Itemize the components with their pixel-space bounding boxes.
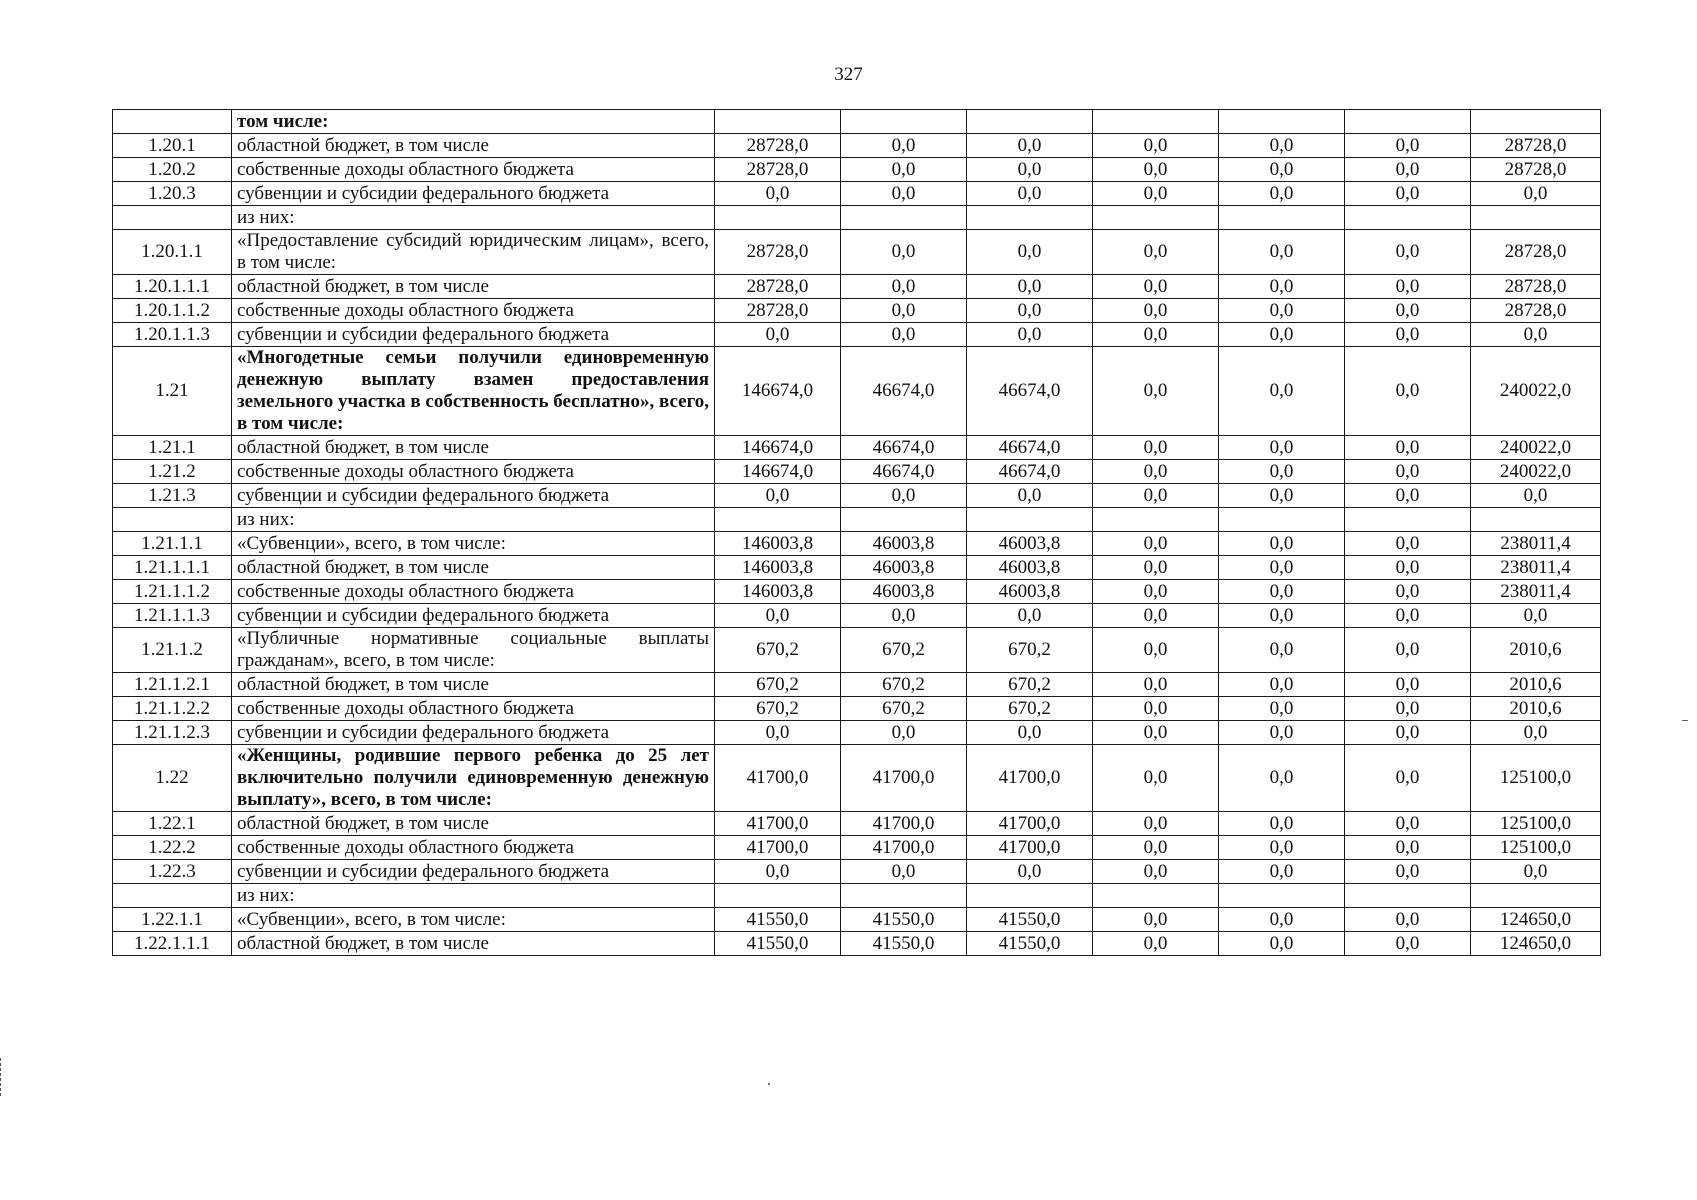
row-year-value: 0,0 [1219, 182, 1345, 206]
row-year-value: 41550,0 [841, 932, 967, 956]
table-row [113, 604, 1601, 628]
row-year-value: 0,0 [1093, 532, 1219, 556]
row-year-value: 670,2 [841, 697, 967, 721]
row-year-value: 0,0 [967, 182, 1093, 206]
row-year-value [1219, 206, 1345, 230]
row-year-value: 0,0 [1219, 556, 1345, 580]
row-year-value: 0,0 [1345, 460, 1471, 484]
row-name: областной бюджет, в том числе [232, 812, 715, 836]
row-code: 1.21.1.1.2 [113, 580, 232, 604]
row-year-value: 46003,8 [841, 556, 967, 580]
row-year-value: 0,0 [1093, 628, 1219, 673]
row-year-value: 0,0 [715, 604, 841, 628]
row-year-value: 0,0 [1345, 158, 1471, 182]
row-code [113, 508, 232, 532]
row-year-value: 0,0 [1093, 580, 1219, 604]
row-year-value: 0,0 [1219, 628, 1345, 673]
table-row [113, 484, 1601, 508]
table-row [113, 347, 1601, 436]
row-year-value: 46674,0 [841, 347, 967, 436]
table-row [113, 860, 1601, 884]
row-total-value: 240022,0 [1471, 460, 1601, 484]
row-code: 1.21 [113, 347, 232, 436]
row-total-value: 238011,4 [1471, 556, 1601, 580]
table-row [113, 745, 1601, 812]
row-year-value: 0,0 [1093, 323, 1219, 347]
row-year-value [715, 110, 841, 134]
table-row [113, 110, 1601, 134]
row-year-value: 0,0 [1093, 134, 1219, 158]
row-year-value: 0,0 [1093, 860, 1219, 884]
row-total-value: 124650,0 [1471, 908, 1601, 932]
row-year-value: 0,0 [715, 323, 841, 347]
row-name: собственные доходы областного бюджета [232, 299, 715, 323]
row-total-value: 125100,0 [1471, 812, 1601, 836]
row-total-value: 0,0 [1471, 323, 1601, 347]
row-year-value: 0,0 [1345, 628, 1471, 673]
row-total-value: 0,0 [1471, 484, 1601, 508]
row-total-value: 28728,0 [1471, 158, 1601, 182]
row-year-value: 0,0 [1093, 230, 1219, 275]
row-year-value: 0,0 [1345, 697, 1471, 721]
row-year-value: 0,0 [967, 299, 1093, 323]
table-row [113, 628, 1601, 673]
row-year-value: 0,0 [1093, 484, 1219, 508]
row-year-value: 0,0 [1345, 580, 1471, 604]
row-year-value [841, 110, 967, 134]
row-year-value: 0,0 [1093, 932, 1219, 956]
row-year-value: 0,0 [1345, 836, 1471, 860]
row-year-value: 0,0 [1345, 673, 1471, 697]
row-year-value: 41550,0 [967, 908, 1093, 932]
row-year-value [841, 508, 967, 532]
row-year-value: 46003,8 [841, 532, 967, 556]
row-year-value: 46674,0 [967, 436, 1093, 460]
row-total-value: 0,0 [1471, 721, 1601, 745]
table-row [113, 323, 1601, 347]
row-name: собственные доходы областного бюджета [232, 580, 715, 604]
scan-artifact [1682, 720, 1688, 721]
row-code: 1.21.1.1.3 [113, 604, 232, 628]
row-name: областной бюджет, в том числе [232, 436, 715, 460]
table-row [113, 836, 1601, 860]
row-year-value: 0,0 [967, 275, 1093, 299]
row-year-value: 0,0 [1345, 908, 1471, 932]
row-code: 1.21.1 [113, 436, 232, 460]
row-year-value [841, 206, 967, 230]
row-year-value: 0,0 [715, 182, 841, 206]
row-year-value: 0,0 [1219, 908, 1345, 932]
table-row [113, 436, 1601, 460]
row-year-value: 46674,0 [967, 347, 1093, 436]
row-year-value [1093, 884, 1219, 908]
row-name: «Многодетные семьи получили единовременную денежную выплату взамен предоставления земельного участка в собственность бесплатно», всего, в том числе: [232, 347, 715, 436]
table-row [113, 275, 1601, 299]
row-year-value [1345, 884, 1471, 908]
row-year-value: 28728,0 [715, 158, 841, 182]
row-code: 1.22 [113, 745, 232, 812]
row-code: 1.20.1 [113, 134, 232, 158]
row-year-value: 0,0 [1345, 275, 1471, 299]
table-row [113, 697, 1601, 721]
row-year-value: 41700,0 [841, 745, 967, 812]
row-code: 1.21.1.2 [113, 628, 232, 673]
row-year-value: 0,0 [1093, 697, 1219, 721]
row-year-value: 0,0 [967, 721, 1093, 745]
row-year-value: 0,0 [1345, 347, 1471, 436]
row-name: субвенции и субсидии федерального бюджета [232, 182, 715, 206]
row-code: 1.22.3 [113, 860, 232, 884]
row-total-value: 2010,6 [1471, 697, 1601, 721]
row-year-value: 28728,0 [715, 275, 841, 299]
row-year-value [1345, 206, 1471, 230]
row-year-value: 0,0 [1093, 745, 1219, 812]
row-year-value: 0,0 [1093, 436, 1219, 460]
table-row [113, 884, 1601, 908]
row-total-value [1471, 508, 1601, 532]
row-year-value: 46674,0 [967, 460, 1093, 484]
row-year-value: 46003,8 [967, 580, 1093, 604]
row-code: 1.20.1.1 [113, 230, 232, 275]
row-year-value: 670,2 [967, 673, 1093, 697]
row-name: из них: [232, 206, 715, 230]
row-year-value [1345, 110, 1471, 134]
row-name: субвенции и субсидии федерального бюджета [232, 721, 715, 745]
row-year-value [967, 206, 1093, 230]
row-year-value: 0,0 [1093, 556, 1219, 580]
row-year-value: 146003,8 [715, 556, 841, 580]
row-year-value: 0,0 [1093, 182, 1219, 206]
row-name: субвенции и субсидии федерального бюджета [232, 484, 715, 508]
row-year-value: 0,0 [841, 158, 967, 182]
row-year-value: 46674,0 [841, 436, 967, 460]
row-year-value: 0,0 [1345, 745, 1471, 812]
row-year-value: 41550,0 [715, 932, 841, 956]
row-year-value: 46674,0 [841, 460, 967, 484]
row-year-value: 0,0 [841, 134, 967, 158]
row-name: субвенции и субсидии федерального бюджета [232, 860, 715, 884]
row-name: областной бюджет, в том числе [232, 673, 715, 697]
row-year-value: 0,0 [1219, 275, 1345, 299]
row-year-value [1345, 508, 1471, 532]
row-total-value: 0,0 [1471, 182, 1601, 206]
row-total-value: 240022,0 [1471, 436, 1601, 460]
row-year-value: 41550,0 [967, 932, 1093, 956]
row-name: субвенции и субсидии федерального бюджета [232, 604, 715, 628]
row-year-value [1219, 110, 1345, 134]
row-year-value: 0,0 [1093, 347, 1219, 436]
row-name: собственные доходы областного бюджета [232, 697, 715, 721]
row-year-value: 0,0 [1093, 299, 1219, 323]
row-year-value: 46003,8 [967, 532, 1093, 556]
table-row [113, 580, 1601, 604]
table-row [113, 460, 1601, 484]
row-year-value: 46003,8 [967, 556, 1093, 580]
row-year-value: 0,0 [1219, 721, 1345, 745]
row-year-value [1093, 206, 1219, 230]
row-year-value: 0,0 [1345, 230, 1471, 275]
row-year-value: 41700,0 [967, 745, 1093, 812]
row-year-value [841, 884, 967, 908]
row-total-value [1471, 110, 1601, 134]
row-year-value: 670,2 [715, 628, 841, 673]
row-total-value: 0,0 [1471, 604, 1601, 628]
row-name: областной бюджет, в том числе [232, 932, 715, 956]
row-year-value: 0,0 [841, 721, 967, 745]
row-total-value: 2010,6 [1471, 628, 1601, 673]
row-name: из них: [232, 884, 715, 908]
row-total-value: 238011,4 [1471, 580, 1601, 604]
row-code: 1.20.2 [113, 158, 232, 182]
table-row [113, 908, 1601, 932]
row-name: «Субвенции», всего, в том числе: [232, 532, 715, 556]
row-year-value: 0,0 [1093, 460, 1219, 484]
row-year-value: 0,0 [967, 323, 1093, 347]
row-name: «Женщины, родившие первого ребенка до 25 лет включительно получили единовременную денежную выплату», всего, в том числе: [232, 745, 715, 812]
row-year-value: 670,2 [715, 673, 841, 697]
row-year-value: 0,0 [1345, 860, 1471, 884]
table-row [113, 134, 1601, 158]
row-year-value: 0,0 [1219, 323, 1345, 347]
row-year-value: 146674,0 [715, 460, 841, 484]
table-row [113, 673, 1601, 697]
row-year-value [715, 884, 841, 908]
row-total-value: 28728,0 [1471, 299, 1601, 323]
row-year-value: 0,0 [1219, 230, 1345, 275]
row-year-value: 0,0 [841, 484, 967, 508]
row-name: «Предоставление субсидий юридическим лицам», всего, в том числе: [232, 230, 715, 275]
row-year-value [1219, 884, 1345, 908]
table-row [113, 182, 1601, 206]
row-year-value: 0,0 [1219, 158, 1345, 182]
row-code: 1.20.1.1.3 [113, 323, 232, 347]
row-year-value: 0,0 [1093, 908, 1219, 932]
row-year-value: 0,0 [1219, 484, 1345, 508]
row-code [113, 110, 232, 134]
row-year-value: 41700,0 [967, 812, 1093, 836]
row-total-value: 28728,0 [1471, 134, 1601, 158]
row-year-value: 41550,0 [841, 908, 967, 932]
row-year-value: 41700,0 [841, 812, 967, 836]
table-row [113, 299, 1601, 323]
row-year-value [715, 206, 841, 230]
row-code: 1.22.2 [113, 836, 232, 860]
row-year-value: 0,0 [1093, 812, 1219, 836]
budget-table-body [113, 110, 1601, 956]
row-year-value: 0,0 [1093, 721, 1219, 745]
table-row [113, 206, 1601, 230]
row-name: «Субвенции», всего, в том числе: [232, 908, 715, 932]
row-year-value: 0,0 [1345, 182, 1471, 206]
row-year-value: 0,0 [841, 323, 967, 347]
row-total-value: 124650,0 [1471, 932, 1601, 956]
row-year-value: 670,2 [715, 697, 841, 721]
row-year-value: 0,0 [1345, 532, 1471, 556]
row-year-value: 0,0 [1093, 604, 1219, 628]
row-code: 1.21.1.2.2 [113, 697, 232, 721]
table-row [113, 158, 1601, 182]
row-year-value: 0,0 [1219, 812, 1345, 836]
row-name: областной бюджет, в том числе [232, 556, 715, 580]
row-year-value [715, 508, 841, 532]
row-name: областной бюджет, в том числе [232, 134, 715, 158]
row-name: субвенции и субсидии федерального бюджета [232, 323, 715, 347]
row-name: «Публичные нормативные социальные выплаты гражданам», всего, в том числе: [232, 628, 715, 673]
row-code [113, 884, 232, 908]
row-year-value: 0,0 [967, 604, 1093, 628]
row-total-value: 28728,0 [1471, 230, 1601, 275]
row-year-value: 28728,0 [715, 299, 841, 323]
row-code: 1.22.1 [113, 812, 232, 836]
row-code: 1.20.3 [113, 182, 232, 206]
row-year-value: 0,0 [1345, 556, 1471, 580]
row-year-value: 0,0 [1345, 604, 1471, 628]
row-year-value: 0,0 [967, 158, 1093, 182]
row-code: 1.21.1.2.1 [113, 673, 232, 697]
row-year-value: 41700,0 [715, 745, 841, 812]
row-year-value: 0,0 [1219, 460, 1345, 484]
row-year-value [1219, 508, 1345, 532]
row-year-value: 146674,0 [715, 347, 841, 436]
row-total-value: 2010,6 [1471, 673, 1601, 697]
row-year-value: 0,0 [1219, 604, 1345, 628]
row-name: из них: [232, 508, 715, 532]
row-year-value [967, 508, 1093, 532]
row-year-value: 0,0 [967, 134, 1093, 158]
row-year-value: 146003,8 [715, 532, 841, 556]
page-number: 327 [834, 64, 863, 85]
scan-edge-marks [0, 1058, 4, 1096]
row-year-value: 0,0 [1345, 323, 1471, 347]
row-year-value: 0,0 [841, 275, 967, 299]
table-row [113, 532, 1601, 556]
row-total-value: 28728,0 [1471, 275, 1601, 299]
row-name: областной бюджет, в том числе [232, 275, 715, 299]
row-year-value [967, 110, 1093, 134]
row-year-value: 0,0 [1219, 745, 1345, 812]
row-year-value: 0,0 [1093, 158, 1219, 182]
scan-artifact [768, 1083, 770, 1085]
row-year-value: 41700,0 [715, 836, 841, 860]
table-row [113, 932, 1601, 956]
row-year-value: 0,0 [1219, 347, 1345, 436]
row-code: 1.21.1.1 [113, 532, 232, 556]
row-year-value: 0,0 [841, 299, 967, 323]
row-year-value: 146674,0 [715, 436, 841, 460]
row-year-value: 0,0 [841, 230, 967, 275]
row-year-value: 0,0 [1219, 697, 1345, 721]
row-name: собственные доходы областного бюджета [232, 460, 715, 484]
row-total-value: 125100,0 [1471, 745, 1601, 812]
row-year-value: 0,0 [1219, 299, 1345, 323]
row-code: 1.21.1.1.1 [113, 556, 232, 580]
row-year-value: 0,0 [967, 860, 1093, 884]
row-year-value: 0,0 [1345, 134, 1471, 158]
row-total-value [1471, 206, 1601, 230]
row-year-value: 41700,0 [841, 836, 967, 860]
table-row [113, 508, 1601, 532]
row-year-value: 0,0 [1345, 721, 1471, 745]
row-year-value [1093, 110, 1219, 134]
row-year-value: 0,0 [1219, 532, 1345, 556]
row-year-value: 28728,0 [715, 134, 841, 158]
row-year-value: 0,0 [1345, 932, 1471, 956]
row-year-value: 28728,0 [715, 230, 841, 275]
row-year-value: 0,0 [1219, 436, 1345, 460]
row-year-value: 0,0 [1093, 275, 1219, 299]
row-year-value: 0,0 [1345, 436, 1471, 460]
row-code: 1.21.3 [113, 484, 232, 508]
row-year-value: 41700,0 [715, 812, 841, 836]
row-year-value: 0,0 [1345, 299, 1471, 323]
row-year-value: 0,0 [1219, 932, 1345, 956]
row-year-value: 0,0 [841, 604, 967, 628]
row-year-value: 41550,0 [715, 908, 841, 932]
table-row [113, 556, 1601, 580]
row-year-value: 0,0 [715, 721, 841, 745]
row-total-value [1471, 884, 1601, 908]
table-row [113, 230, 1601, 275]
row-year-value: 0,0 [1219, 580, 1345, 604]
table-row [113, 721, 1601, 745]
row-year-value: 670,2 [967, 697, 1093, 721]
row-year-value: 0,0 [1093, 673, 1219, 697]
row-code: 1.21.1.2.3 [113, 721, 232, 745]
row-total-value: 240022,0 [1471, 347, 1601, 436]
row-code: 1.22.1.1 [113, 908, 232, 932]
row-year-value: 0,0 [1219, 673, 1345, 697]
row-year-value: 670,2 [841, 628, 967, 673]
row-year-value: 146003,8 [715, 580, 841, 604]
row-total-value: 0,0 [1471, 860, 1601, 884]
row-code: 1.21.2 [113, 460, 232, 484]
row-name: собственные доходы областного бюджета [232, 158, 715, 182]
table-row [113, 812, 1601, 836]
row-year-value: 0,0 [967, 230, 1093, 275]
row-code: 1.20.1.1.2 [113, 299, 232, 323]
row-year-value: 670,2 [967, 628, 1093, 673]
row-year-value: 0,0 [1219, 836, 1345, 860]
row-code: 1.20.1.1.1 [113, 275, 232, 299]
row-year-value [1093, 508, 1219, 532]
row-year-value: 0,0 [967, 484, 1093, 508]
row-year-value [967, 884, 1093, 908]
row-year-value: 0,0 [841, 182, 967, 206]
row-code [113, 206, 232, 230]
row-year-value: 41700,0 [967, 836, 1093, 860]
row-year-value: 670,2 [841, 673, 967, 697]
row-year-value: 0,0 [1093, 836, 1219, 860]
row-year-value: 0,0 [841, 860, 967, 884]
row-name: том числе: [232, 110, 715, 134]
row-year-value: 0,0 [1219, 134, 1345, 158]
row-year-value: 0,0 [1345, 812, 1471, 836]
row-year-value: 0,0 [715, 860, 841, 884]
row-year-value: 0,0 [1345, 484, 1471, 508]
row-total-value: 125100,0 [1471, 836, 1601, 860]
row-name: собственные доходы областного бюджета [232, 836, 715, 860]
row-year-value: 0,0 [715, 484, 841, 508]
budget-table [112, 109, 1601, 956]
row-code: 1.22.1.1.1 [113, 932, 232, 956]
row-year-value: 46003,8 [841, 580, 967, 604]
row-total-value: 238011,4 [1471, 532, 1601, 556]
row-year-value: 0,0 [1219, 860, 1345, 884]
